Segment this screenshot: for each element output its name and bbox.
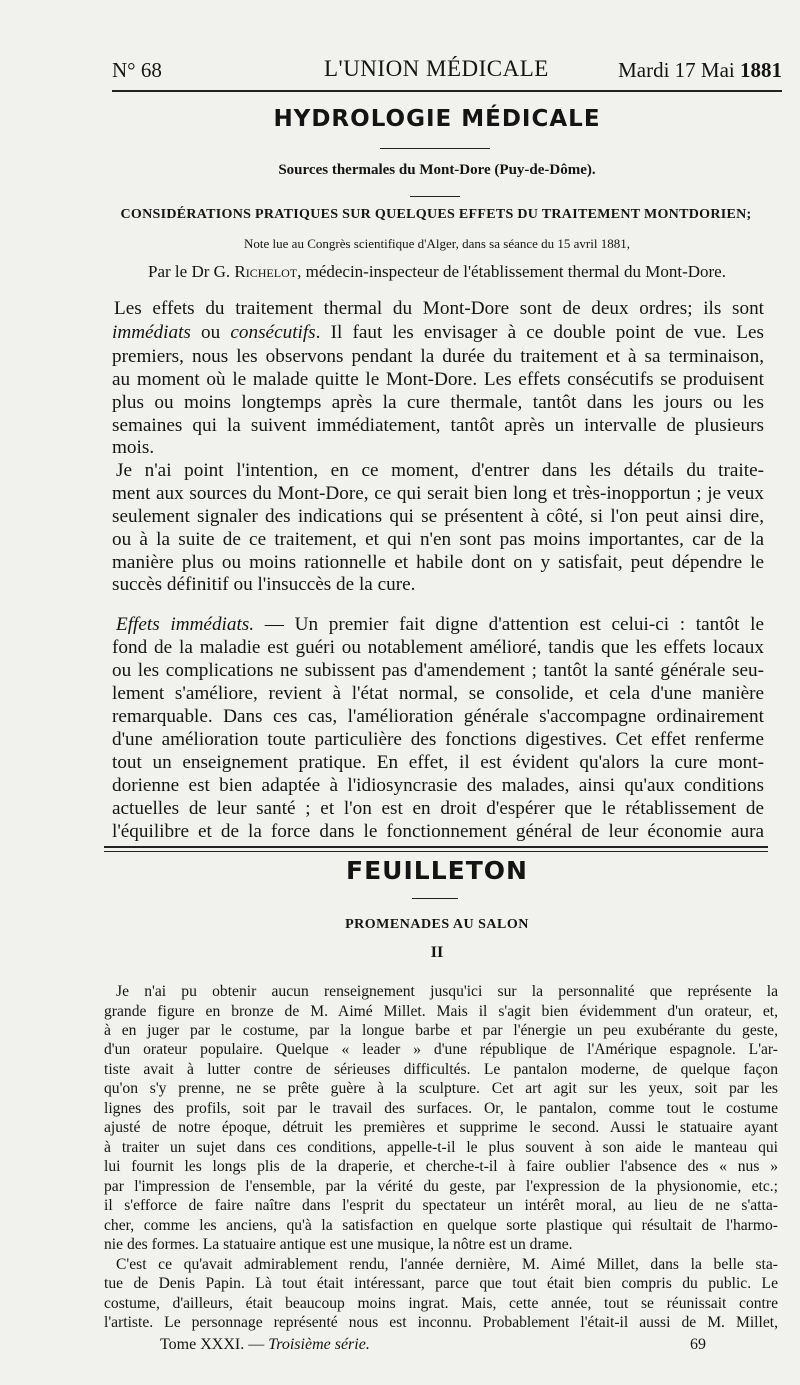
feuilleton-line: l'artiste. Le personnage représenté nous est inconnu. Probablement l'était-il aussi de M. Millet, — [104, 1314, 778, 1331]
text-line: plus ou moins longtemps après la cure thermale, tantôt dans les jours ou les — [112, 392, 764, 413]
emphasis: immédiats — [112, 322, 191, 343]
feuilleton-separator — [104, 846, 768, 852]
feuilleton-rule — [412, 898, 458, 899]
feuilleton-subtitle: PROMENADES AU SALON — [345, 917, 529, 932]
text-line — [112, 322, 764, 344]
text-line: remarquable. Dans ces cas, l'amélioration générale s'accompagne ordinairement — [112, 706, 764, 727]
issue-number: N° 68 — [112, 58, 162, 82]
text-line: manière plus ou moins rationnelle et habile dont on y satisfait, peut dépendre le — [112, 552, 764, 573]
text-span: ou — [190, 322, 231, 343]
feuilleton-line: il s'efforce de faire naître dans l'esprit du spectateur un intérêt moral, au lieu de ne s'atta- — [104, 1197, 778, 1215]
text-span: . Il faut les envisager à ce double point de vue. Les — [315, 322, 765, 343]
title-rule — [380, 148, 490, 149]
feuilleton-line: Je n'ai pu obtenir aucun renseignement jusqu'ici sur la personnalité que représente la — [116, 983, 778, 1000]
text-line: l'équilibre et de la force dans le fonctionnement général de leur économie aura — [112, 821, 764, 842]
text-line: Les effets du traitement thermal du Mont-Dore sont de deux ordres; ils sont — [114, 298, 764, 319]
section-title: HYDROLOGIE MÉDICALE — [273, 106, 601, 132]
article-subtitle: Sources thermales du Mont-Dore (Puy-de-Dôme). — [278, 162, 596, 178]
feuilleton-line: à en juger par le costume, par la longue barbe et par l'énergie un peu exubérante du geste, — [104, 1021, 778, 1039]
date-text: Mardi 17 Mai — [618, 58, 735, 82]
author-name: Richelot — [234, 262, 298, 281]
text-line: seulement signaler des indications qui se présentent à côté, si l'on peut ainsi dire, — [112, 506, 764, 527]
feuilleton-line: grande figure en bronze de M. Aimé Millet. Mais il s'agit bien évidemment d'un orateur, et, — [104, 1002, 778, 1020]
journal-title: L'UNION MÉDICALE — [324, 56, 549, 81]
text-line: mois. — [112, 437, 155, 458]
feuilleton-line: cher, comme les anciens, qu'à la satisfaction en quelque sorte plastique qui résultait de l'harmo- — [104, 1216, 778, 1234]
text-line: au moment où le malade quitte le Mont-Dore. Les effets consécutifs se produisent — [112, 369, 764, 390]
article-byline — [112, 262, 762, 282]
article-heading: CONSIDÉRATIONS PRATIQUES SUR QUELQUES EFFETS DU TRAITEMENT MONTDORIEN; — [120, 207, 752, 222]
text-line: tout un enseignement pratique. En effet, il est évident qu'alors la cure mont- — [112, 752, 764, 773]
text-line: d'une amélioration toute particulière des fonctions digestives. Cet effet renferme — [112, 729, 764, 750]
date-year: 1881 — [740, 58, 782, 82]
feuilleton-line: C'est ce qu'avait admirablement rendu, l'année dernière, M. Aimé Millet, dans la belle sta- — [116, 1255, 778, 1273]
byline-prefix: Par le Dr G. — [148, 262, 231, 281]
feuilleton-title: FEUILLETON — [346, 856, 528, 885]
subtitle-rule — [410, 196, 460, 197]
feuilleton-line: nie des formes. La statuaire antique est une musique, la nôtre est un drame. — [104, 1236, 573, 1254]
issue-date — [618, 58, 782, 83]
feuilleton-line: ajusté de notre époque, détruit les premières et supprime le second. Aussi le statuaire ayant — [104, 1119, 778, 1137]
feuilleton-line: tue de Denis Papin. Là tout était intéressant, parce que tout était bien compris du public. Le — [104, 1275, 778, 1293]
feuilleton-line: tiste avait à lutter contre de sérieuses difficultés. Le pantalon moderne, de quelque façon — [104, 1060, 778, 1078]
text-line: ou à la suite de ce traitement, et qui n'en sont pas moins importantes, car de la — [112, 529, 764, 550]
footer-serie: Troisième série. — [268, 1336, 370, 1353]
text-line: actuelles de leur santé ; et l'on est en droit d'espérer que le rétablissement de — [112, 798, 764, 819]
text-line: dorienne est bien adaptée à l'idiosyncrasie des malades, ainsi qu'aux conditions — [112, 775, 764, 796]
feuilleton-line: à traiter un sujet dans ces conditions, appelle-t-il le plus souvent à son aide le manteau qui — [104, 1138, 778, 1156]
feuilleton-line: d'un orateur populaire. Quelque « leader » d'une république de l'Amérique espagnole. L'ar- — [104, 1041, 778, 1059]
text-span: — Un premier fait digne d'attention est celui-ci : tantôt le — [254, 614, 764, 635]
text-line: fond de la maladie est guéri ou notablement amélioré, tandis que les effets locaux — [112, 637, 764, 658]
part-number: II — [430, 944, 444, 961]
text-line: ment aux sources du Mont-Dore, ce qui serait bien long et très-inopportun ; je veux — [112, 483, 764, 504]
text-line: premiers, nous les observons pendant la durée du traitement et à sa terminaison, — [112, 346, 764, 367]
header-rule — [112, 90, 782, 92]
feuilleton-line: lui fournit les longs plis de la draperie, et cherche-t-il à faire oublier l'absence des « nus » — [104, 1158, 778, 1176]
emphasis: consécutifs — [230, 322, 316, 343]
page-number: 69 — [690, 1336, 706, 1353]
text-line: ou les complications ne subissent pas d'amendement ; tantôt la santé générale seu- — [112, 660, 764, 681]
text-line: semaines qui la suivent immédiatement, tantôt après un intervalle de plusieurs — [112, 415, 764, 436]
footer-tome: Tome XXXI. — — [160, 1336, 265, 1353]
article-note: Note lue au Congrès scientifique d'Alger, dans sa séance du 15 avril 1881, — [244, 236, 630, 251]
text-line: lement s'améliore, revient à l'état normal, se consolide, et cela d'une manière — [112, 683, 764, 704]
text-line — [116, 614, 764, 636]
text-line: Je n'ai point l'intention, en ce moment, d'entrer dans les détails du traite- — [116, 460, 764, 481]
feuilleton-line: costume, d'ailleurs, était beaucoup moins ingrat. Mais, cette année, tout se réunissait contre — [104, 1294, 778, 1312]
feuilleton-line: lignes des profils, soit par le travail des surfaces. Or, le pantalon, comme tout le costume — [104, 1099, 778, 1117]
feuilleton-line: qu'on s'y prenne, ne se prête guère à la sculpture. Cet art agit sur les yeux, soit par les — [104, 1080, 778, 1098]
byline-suffix: , médecin-inspecteur de l'établissement thermal du Mont-Dore. — [297, 262, 726, 281]
footer-volume — [160, 1336, 370, 1354]
page-header — [112, 56, 782, 86]
emphasis: Effets immédiats. — [116, 614, 255, 635]
text-line: succès définitif ou l'insuccès de la cure. — [112, 574, 416, 595]
feuilleton-line: par l'impression de l'ensemble, par la vérité du geste, par l'expression de la physionomie, etc.; — [104, 1177, 778, 1195]
